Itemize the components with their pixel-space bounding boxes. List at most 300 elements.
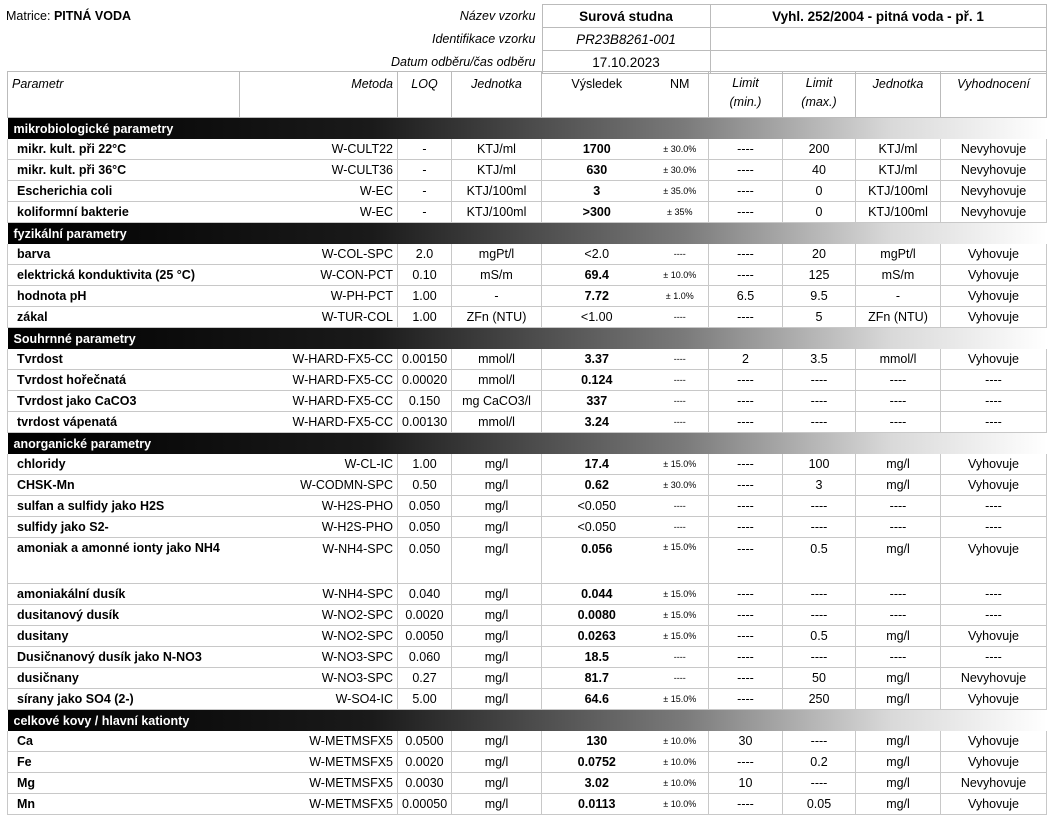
method-cell: W-HARD-FX5-CC xyxy=(240,412,398,433)
unit-cell: mg CaCO3/l xyxy=(452,391,542,412)
limit-unit-cell: ---- xyxy=(856,647,941,668)
evaluation-cell: Vyhovuje xyxy=(941,731,1047,752)
unit-cell: - xyxy=(452,286,542,307)
result-cell: 0.0752 xyxy=(542,752,652,773)
result-cell: 3.37 xyxy=(542,349,652,370)
limit-min-cell: 6.5 xyxy=(709,286,783,307)
method-cell: W-NH4-SPC xyxy=(240,538,398,584)
loq-cell: - xyxy=(398,139,452,160)
unit-cell: mg/l xyxy=(452,496,542,517)
parameter-name: Dusičnanový dusík jako N-NO3 xyxy=(8,647,240,668)
evaluation-cell: ---- xyxy=(941,584,1047,605)
limit-max-cell: 20 xyxy=(783,244,856,265)
limit-max-cell: 0.5 xyxy=(783,626,856,647)
unit-cell: mgPt/l xyxy=(452,244,542,265)
result-cell: 64.6 xyxy=(542,689,652,710)
result-cell: 7.72 xyxy=(542,286,652,307)
parameter-name: elektrická konduktivita (25 °C) xyxy=(8,265,240,286)
loq-cell: 0.050 xyxy=(398,496,452,517)
table-row xyxy=(8,454,1047,475)
section-title: celkové kovy / hlavní kationty xyxy=(8,710,1047,732)
limit-max-cell: 5 xyxy=(783,307,856,328)
limit-unit-cell: ---- xyxy=(856,584,941,605)
method-cell: W-METMSFX5 xyxy=(240,752,398,773)
table-row xyxy=(8,286,1047,307)
uncertainty-cell: ± 15.0% xyxy=(652,538,709,584)
method-cell: W-CODMN-SPC xyxy=(240,475,398,496)
evaluation-cell: ---- xyxy=(941,370,1047,391)
uncertainty-cell: ---- xyxy=(652,496,709,517)
unit-cell: mg/l xyxy=(452,605,542,626)
parameter-name: Tvrdost xyxy=(8,349,240,370)
unit-cell: mS/m xyxy=(452,265,542,286)
loq-cell: 0.00050 xyxy=(398,794,452,815)
loq-cell: - xyxy=(398,202,452,223)
result-cell: 0.056 xyxy=(542,538,652,584)
unit-cell: mg/l xyxy=(452,517,542,538)
unit-cell: mmol/l xyxy=(452,349,542,370)
unit-cell: mg/l xyxy=(452,584,542,605)
col-vyhodnoceni: Vyhodnocení xyxy=(941,72,1047,118)
limit-max-cell: ---- xyxy=(783,412,856,433)
limit-max-cell: ---- xyxy=(783,605,856,626)
evaluation-cell: Vyhovuje xyxy=(941,349,1047,370)
uncertainty-cell: ± 15.0% xyxy=(652,626,709,647)
col-loq: LOQ xyxy=(398,72,452,118)
uncertainty-cell: ± 15.0% xyxy=(652,689,709,710)
loq-cell: 0.050 xyxy=(398,538,452,584)
unit-cell: mg/l xyxy=(452,626,542,647)
unit-cell: mg/l xyxy=(452,475,542,496)
limit-min-cell: ---- xyxy=(709,605,783,626)
parameter-name: CHSK-Mn xyxy=(8,475,240,496)
limit-max-cell: 0.2 xyxy=(783,752,856,773)
evaluation-cell: ---- xyxy=(941,605,1047,626)
limit-max-cell: 250 xyxy=(783,689,856,710)
unit-cell: KTJ/100ml xyxy=(452,181,542,202)
loq-cell: 0.27 xyxy=(398,668,452,689)
limit-unit-cell: mg/l xyxy=(856,689,941,710)
limit-unit-cell: mg/l xyxy=(856,475,941,496)
limit-min-cell: ---- xyxy=(709,794,783,815)
result-cell: >300 xyxy=(542,202,652,223)
table-row xyxy=(8,538,1047,584)
result-cell: 18.5 xyxy=(542,647,652,668)
limit-max-cell: 3.5 xyxy=(783,349,856,370)
evaluation-cell: Vyhovuje xyxy=(941,626,1047,647)
col-limit-min xyxy=(709,72,783,118)
loq-cell: 1.00 xyxy=(398,307,452,328)
limit-min-cell: ---- xyxy=(709,668,783,689)
section-title: mikrobiologické parametry xyxy=(8,118,1047,140)
limit-min-cell: ---- xyxy=(709,517,783,538)
column-header-row xyxy=(8,72,1047,118)
loq-cell: 0.00130 xyxy=(398,412,452,433)
method-cell: W-HARD-FX5-CC xyxy=(240,349,398,370)
section-title: Souhrnné parametry xyxy=(8,328,1047,350)
uncertainty-cell: ± 30.0% xyxy=(652,139,709,160)
limit-min-cell: ---- xyxy=(709,454,783,475)
evaluation-cell: ---- xyxy=(941,412,1047,433)
table-row xyxy=(8,584,1047,605)
limit-max-cell: ---- xyxy=(783,517,856,538)
parameter-name: tvrdost vápenatá xyxy=(8,412,240,433)
loq-cell: 2.0 xyxy=(398,244,452,265)
limit-min-cell: ---- xyxy=(709,412,783,433)
loq-cell: 0.060 xyxy=(398,647,452,668)
uncertainty-cell: ---- xyxy=(652,349,709,370)
col-jednotka-limit: Jednotka xyxy=(856,72,941,118)
unit-cell: KTJ/ml xyxy=(452,139,542,160)
limit-unit-cell: mg/l xyxy=(856,454,941,475)
method-cell: W-CULT36 xyxy=(240,160,398,181)
evaluation-cell: Vyhovuje xyxy=(941,689,1047,710)
loq-cell: 0.00150 xyxy=(398,349,452,370)
parameter-name: mikr. kult. při 22°C xyxy=(8,139,240,160)
method-cell: W-NO2-SPC xyxy=(240,605,398,626)
loq-cell: 0.0030 xyxy=(398,773,452,794)
limit-max-cell: ---- xyxy=(783,584,856,605)
limit-min-cell: ---- xyxy=(709,160,783,181)
limit-max-cell: 200 xyxy=(783,139,856,160)
limit-unit-cell: mg/l xyxy=(856,794,941,815)
limit-unit-cell: ---- xyxy=(856,605,941,626)
result-cell: 3 xyxy=(542,181,652,202)
limit-max-cell: 0 xyxy=(783,202,856,223)
result-cell: 0.124 xyxy=(542,370,652,391)
parameter-name: chloridy xyxy=(8,454,240,475)
section-header xyxy=(8,710,1047,732)
limit-unit-cell: mg/l xyxy=(856,668,941,689)
unit-cell: ZFn (NTU) xyxy=(452,307,542,328)
limit-unit-cell: mg/l xyxy=(856,752,941,773)
table-row xyxy=(8,668,1047,689)
limit-unit-cell: mgPt/l xyxy=(856,244,941,265)
method-cell: W-TUR-COL xyxy=(240,307,398,328)
limit-unit-cell: ---- xyxy=(856,517,941,538)
unit-cell: mg/l xyxy=(452,647,542,668)
loq-cell: 0.10 xyxy=(398,265,452,286)
result-cell: <0.050 xyxy=(542,517,652,538)
limit-max-cell: 3 xyxy=(783,475,856,496)
uncertainty-cell: ± 30.0% xyxy=(652,160,709,181)
result-cell: 0.0080 xyxy=(542,605,652,626)
method-cell: W-H2S-PHO xyxy=(240,496,398,517)
evaluation-cell: Vyhovuje xyxy=(941,454,1047,475)
table-row xyxy=(8,689,1047,710)
uncertainty-cell: ± 35% xyxy=(652,202,709,223)
limit-max-cell: ---- xyxy=(783,773,856,794)
uncertainty-cell: ± 15.0% xyxy=(652,584,709,605)
sample-id: PR23B8261-001 xyxy=(542,28,710,51)
limit-unit-cell: ---- xyxy=(856,370,941,391)
result-cell: <0.050 xyxy=(542,496,652,517)
evaluation-cell: ---- xyxy=(941,517,1047,538)
result-cell: 337 xyxy=(542,391,652,412)
method-cell: W-CL-IC xyxy=(240,454,398,475)
parameter-name: Fe xyxy=(8,752,240,773)
table-row xyxy=(8,160,1047,181)
limit-unit-cell: mg/l xyxy=(856,626,941,647)
uncertainty-cell: ---- xyxy=(652,668,709,689)
matrix-label: Matrice: xyxy=(6,9,54,23)
loq-cell: 0.50 xyxy=(398,475,452,496)
limit-min-cell: ---- xyxy=(709,584,783,605)
method-cell: W-HARD-FX5-CC xyxy=(240,391,398,412)
result-cell: 130 xyxy=(542,731,652,752)
limit-min-cell: ---- xyxy=(709,647,783,668)
method-cell: W-PH-PCT xyxy=(240,286,398,307)
method-cell: W-METMSFX5 xyxy=(240,773,398,794)
loq-cell: 1.00 xyxy=(398,286,452,307)
limit-max-cell: 100 xyxy=(783,454,856,475)
limit-unit-cell: KTJ/100ml xyxy=(856,181,941,202)
limit-unit-cell: mg/l xyxy=(856,773,941,794)
sample-header xyxy=(0,4,1047,74)
section-header xyxy=(8,118,1047,140)
table-row xyxy=(8,647,1047,668)
method-cell: W-NO2-SPC xyxy=(240,626,398,647)
limit-max-cell: ---- xyxy=(783,391,856,412)
matrix-info xyxy=(0,5,200,28)
parameter-name: dusitany xyxy=(8,626,240,647)
result-cell: 0.62 xyxy=(542,475,652,496)
result-cell: 0.044 xyxy=(542,584,652,605)
evaluation-cell: Vyhovuje xyxy=(941,752,1047,773)
evaluation-cell: Nevyhovuje xyxy=(941,139,1047,160)
uncertainty-cell: ---- xyxy=(652,244,709,265)
uncertainty-cell: ---- xyxy=(652,412,709,433)
standard-title: Vyhl. 252/2004 - pitná voda - př. 1 xyxy=(710,5,1046,28)
limit-min-cell: 30 xyxy=(709,731,783,752)
unit-cell: mg/l xyxy=(452,752,542,773)
unit-cell: mg/l xyxy=(452,731,542,752)
uncertainty-cell: ± 10.0% xyxy=(652,731,709,752)
loq-cell: 0.0500 xyxy=(398,731,452,752)
col-nm: NM xyxy=(652,72,709,118)
result-cell: 1700 xyxy=(542,139,652,160)
unit-cell: mg/l xyxy=(452,454,542,475)
unit-cell: mg/l xyxy=(452,668,542,689)
loq-cell: 0.050 xyxy=(398,517,452,538)
limit-min-cell: 10 xyxy=(709,773,783,794)
evaluation-cell: Nevyhovuje xyxy=(941,181,1047,202)
col-jednotka: Jednotka xyxy=(452,72,542,118)
table-row xyxy=(8,626,1047,647)
limit-unit-cell: ---- xyxy=(856,391,941,412)
table-row xyxy=(8,752,1047,773)
limit-max-cell: ---- xyxy=(783,370,856,391)
method-cell: W-METMSFX5 xyxy=(240,731,398,752)
date-label: Datum odběru/čas odběru xyxy=(390,55,536,69)
loq-cell: 0.0020 xyxy=(398,752,452,773)
loq-cell: 5.00 xyxy=(398,689,452,710)
limit-min-cell: ---- xyxy=(709,626,783,647)
parameter-name: koliformní bakterie xyxy=(8,202,240,223)
parameter-name: Escherichia coli xyxy=(8,181,240,202)
uncertainty-cell: ± 15.0% xyxy=(652,605,709,626)
parameter-name: Ca xyxy=(8,731,240,752)
parameter-name: dusičnany xyxy=(8,668,240,689)
loq-cell: 0.150 xyxy=(398,391,452,412)
matrix-value: PITNÁ VODA xyxy=(53,9,132,23)
limit-unit-cell: ZFn (NTU) xyxy=(856,307,941,328)
limit-min-cell: ---- xyxy=(709,265,783,286)
uncertainty-cell: ---- xyxy=(652,517,709,538)
limit-min-cell: ---- xyxy=(709,244,783,265)
table-row xyxy=(8,391,1047,412)
method-cell: W-NO3-SPC xyxy=(240,647,398,668)
uncertainty-cell: ± 10.0% xyxy=(652,265,709,286)
sample-name: Surová studna xyxy=(542,5,710,28)
method-cell: W-METMSFX5 xyxy=(240,794,398,815)
parameter-name: Tvrdost hořečnatá xyxy=(8,370,240,391)
parameter-name: sírany jako SO4 (2-) xyxy=(8,689,240,710)
uncertainty-cell: ± 10.0% xyxy=(652,752,709,773)
loq-cell: - xyxy=(398,160,452,181)
limit-max-cell: 125 xyxy=(783,265,856,286)
table-row xyxy=(8,794,1047,815)
result-cell: 630 xyxy=(542,160,652,181)
table-row xyxy=(8,349,1047,370)
limit-min-cell: ---- xyxy=(709,202,783,223)
evaluation-cell: ---- xyxy=(941,391,1047,412)
method-cell: W-NH4-SPC xyxy=(240,584,398,605)
loq-cell: - xyxy=(398,181,452,202)
table-row xyxy=(8,773,1047,794)
sampling-date: 17.10.2023 xyxy=(542,51,710,74)
unit-cell: mmol/l xyxy=(452,370,542,391)
table-row xyxy=(8,265,1047,286)
limit-max-cell: ---- xyxy=(783,647,856,668)
result-cell: 0.0263 xyxy=(542,626,652,647)
limit-max-cell: ---- xyxy=(783,731,856,752)
evaluation-cell: Vyhovuje xyxy=(941,286,1047,307)
parameter-name: amoniak a amonné ionty jako NH4 xyxy=(8,538,240,584)
uncertainty-cell: ± 35.0% xyxy=(652,181,709,202)
limit-min-label: Limit xyxy=(732,76,759,90)
result-cell: 69.4 xyxy=(542,265,652,286)
limit-min-cell: ---- xyxy=(709,391,783,412)
limit-max-cell: 40 xyxy=(783,160,856,181)
parameter-name: Mg xyxy=(8,773,240,794)
method-cell: W-HARD-FX5-CC xyxy=(240,370,398,391)
unit-cell: mg/l xyxy=(452,538,542,584)
table-row xyxy=(8,412,1047,433)
result-cell: 3.24 xyxy=(542,412,652,433)
table-row xyxy=(8,475,1047,496)
evaluation-cell: Nevyhovuje xyxy=(941,773,1047,794)
col-vysledek: Výsledek xyxy=(542,72,652,118)
table-row xyxy=(8,202,1047,223)
limit-min-cell: ---- xyxy=(709,139,783,160)
parameter-name: sulfan a sulfidy jako H2S xyxy=(8,496,240,517)
result-cell: 3.02 xyxy=(542,773,652,794)
method-cell: W-EC xyxy=(240,181,398,202)
limit-max-cell: 50 xyxy=(783,668,856,689)
limit-max-cell: 0.05 xyxy=(783,794,856,815)
evaluation-cell: Vyhovuje xyxy=(941,265,1047,286)
parameter-name: Mn xyxy=(8,794,240,815)
method-cell: W-H2S-PHO xyxy=(240,517,398,538)
result-cell: <1.00 xyxy=(542,307,652,328)
sample-id-label: Identifikace vzorku xyxy=(431,32,536,46)
evaluation-cell: Nevyhovuje xyxy=(941,668,1047,689)
uncertainty-cell: ± 10.0% xyxy=(652,794,709,815)
uncertainty-cell: ---- xyxy=(652,647,709,668)
table-row xyxy=(8,139,1047,160)
result-cell: 17.4 xyxy=(542,454,652,475)
uncertainty-cell: ---- xyxy=(652,391,709,412)
unit-cell: KTJ/ml xyxy=(452,160,542,181)
uncertainty-cell: ---- xyxy=(652,307,709,328)
evaluation-cell: Vyhovuje xyxy=(941,794,1047,815)
uncertainty-cell: ± 1.0% xyxy=(652,286,709,307)
limit-min-cell: ---- xyxy=(709,538,783,584)
evaluation-cell: ---- xyxy=(941,647,1047,668)
parameter-name: mikr. kult. při 36°C xyxy=(8,160,240,181)
limit-unit-cell: ---- xyxy=(856,412,941,433)
section-header xyxy=(8,328,1047,350)
section-title: fyzikální parametry xyxy=(8,223,1047,245)
sample-name-label: Název vzorku xyxy=(459,9,536,23)
limit-max-sub: (max.) xyxy=(801,95,837,109)
limit-min-cell: ---- xyxy=(709,475,783,496)
limit-unit-cell: mg/l xyxy=(856,538,941,584)
unit-cell: mmol/l xyxy=(452,412,542,433)
loq-cell: 0.00020 xyxy=(398,370,452,391)
unit-cell: KTJ/100ml xyxy=(452,202,542,223)
table-row xyxy=(8,517,1047,538)
method-cell: W-CULT22 xyxy=(240,139,398,160)
uncertainty-cell: ± 30.0% xyxy=(652,475,709,496)
limit-min-cell: 2 xyxy=(709,349,783,370)
method-cell: W-EC xyxy=(240,202,398,223)
limit-min-cell: ---- xyxy=(709,752,783,773)
unit-cell: mg/l xyxy=(452,794,542,815)
limit-min-cell: ---- xyxy=(709,496,783,517)
uncertainty-cell: ---- xyxy=(652,370,709,391)
table-row xyxy=(8,496,1047,517)
parameter-name: Tvrdost jako CaCO3 xyxy=(8,391,240,412)
loq-cell: 0.0050 xyxy=(398,626,452,647)
results-table xyxy=(7,71,1047,815)
result-cell: 81.7 xyxy=(542,668,652,689)
col-parametr: Parametr xyxy=(8,72,240,118)
evaluation-cell: Nevyhovuje xyxy=(941,160,1047,181)
result-cell: 0.0113 xyxy=(542,794,652,815)
evaluation-cell: Nevyhovuje xyxy=(941,202,1047,223)
limit-min-cell: ---- xyxy=(709,181,783,202)
limit-max-cell: 0.5 xyxy=(783,538,856,584)
table-row xyxy=(8,605,1047,626)
table-row xyxy=(8,307,1047,328)
limit-unit-cell: KTJ/100ml xyxy=(856,202,941,223)
limit-min-sub: (min.) xyxy=(729,95,762,109)
section-title: anorganické parametry xyxy=(8,433,1047,455)
parameter-name: zákal xyxy=(8,307,240,328)
limit-unit-cell: KTJ/ml xyxy=(856,139,941,160)
evaluation-cell: ---- xyxy=(941,496,1047,517)
parameter-name: dusitanový dusík xyxy=(8,605,240,626)
limit-max-label: Limit xyxy=(805,76,833,90)
evaluation-cell: Vyhovuje xyxy=(941,538,1047,584)
parameter-name: amoniakální dusík xyxy=(8,584,240,605)
table-row xyxy=(8,370,1047,391)
limit-unit-cell: mmol/l xyxy=(856,349,941,370)
evaluation-cell: Vyhovuje xyxy=(941,307,1047,328)
method-cell: W-COL-SPC xyxy=(240,244,398,265)
